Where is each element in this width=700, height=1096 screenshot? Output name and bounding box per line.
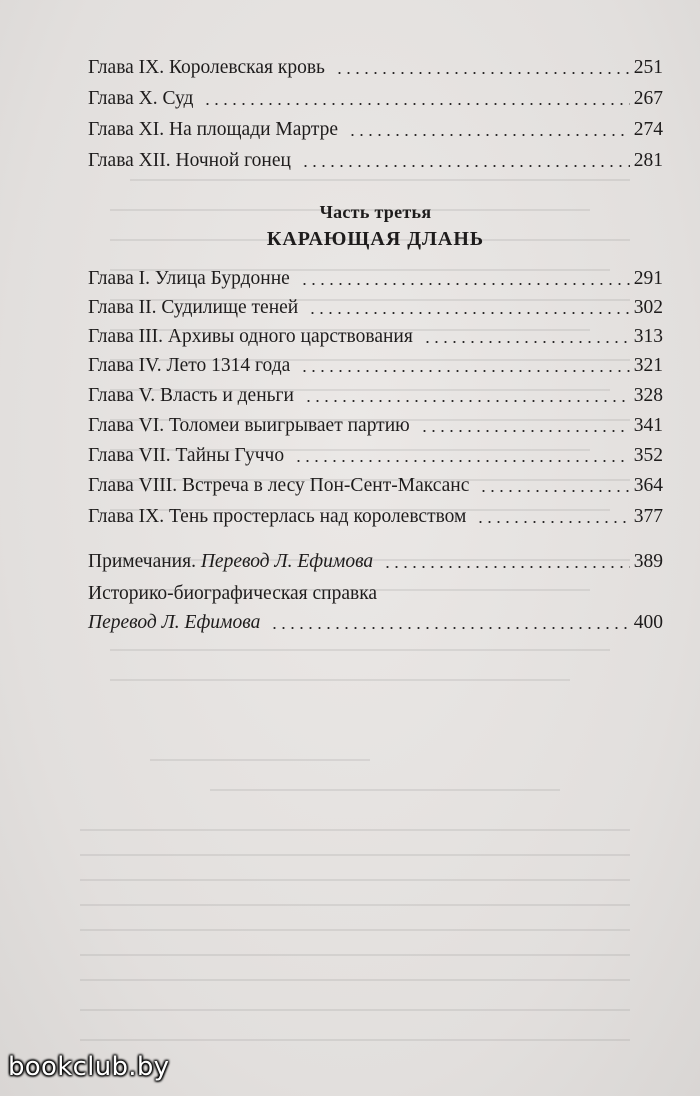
dot-leader [203, 103, 629, 105]
toc-entry-title [88, 548, 383, 576]
toc-entry [88, 472, 663, 500]
toc-entry-title: Глава VIII. Встреча в лесу Пон-Сент-Максанс [88, 475, 470, 496]
toc-entry-page: 364 [633, 475, 663, 496]
dot-leader [383, 566, 630, 568]
toc-entry-page: 274 [633, 119, 663, 140]
toc-entry-page: 291 [633, 268, 663, 289]
toc-entry-title: Глава X. Суд [88, 88, 194, 109]
dot-leader [308, 312, 630, 314]
toc-entry [88, 265, 663, 293]
toc-entry-page: 377 [633, 506, 663, 527]
toc-entry [88, 54, 663, 82]
dot-leader [301, 165, 630, 167]
toc-entry-page: 389 [633, 551, 663, 572]
toc-entry-title: Глава XII. Ночной гонец [88, 150, 291, 171]
toc-entry-page: 313 [633, 326, 663, 347]
toc-entry [88, 85, 663, 113]
toc-entry-title: Глава VI. Толомеи выигрывает партию [88, 415, 410, 436]
toc-entry [88, 442, 663, 470]
toc-entry [88, 382, 663, 410]
toc-entry-title: Глава XI. На площади Мартре [88, 119, 339, 140]
toc-entry-page: 281 [633, 150, 663, 171]
dot-leader [294, 460, 630, 462]
toc-entry [88, 116, 663, 144]
toc-entry [88, 147, 663, 175]
toc-entry-page: 302 [633, 297, 663, 318]
dot-leader [348, 134, 630, 136]
toc-entry [88, 294, 663, 322]
toc-entry-page: 321 [633, 355, 663, 376]
toc-entry-page: 341 [633, 415, 663, 436]
toc-entry-page: 328 [633, 385, 663, 406]
dot-leader [304, 400, 630, 402]
part-label: Часть третья [319, 202, 432, 222]
dot-leader [300, 283, 630, 285]
toc-entry-page: 267 [633, 88, 663, 109]
notes-label: Примечания. [88, 551, 196, 572]
toc-entry-title: Глава IX. Тень простерлась над королевством [88, 506, 467, 527]
toc-entry [88, 412, 663, 440]
historical-translator: Перевод Л. Ефимова [88, 612, 261, 633]
dot-leader [479, 490, 629, 492]
toc-entry-title: Глава V. Власть и деньги [88, 385, 294, 406]
site-watermark: bookclub.by [8, 1052, 170, 1082]
toc-entry-title: Глава IX. Королевская кровь [88, 57, 325, 78]
toc-entry-title: Глава III. Архивы одного царствования [88, 326, 413, 347]
dot-leader [270, 627, 629, 629]
part-title: КАРАЮЩАЯ ДЛАНЬ [266, 228, 485, 250]
toc-entry [88, 503, 663, 531]
toc-entry-title: Глава VII. Тайны Гуччо [88, 445, 285, 466]
dot-leader [335, 72, 630, 74]
toc-entry-page: 251 [633, 57, 663, 78]
toc-entry-page: 352 [633, 445, 663, 466]
dot-leader [423, 341, 630, 343]
notes-translator: Перевод Л. Ефимова [200, 551, 374, 572]
toc-entry-historical [88, 609, 663, 637]
toc-entry-page: 400 [633, 612, 663, 633]
toc-entry [88, 323, 663, 351]
dot-leader [420, 430, 630, 432]
toc-entry-notes [88, 548, 663, 576]
historical-label: Историко-биографическая справка [88, 583, 378, 604]
toc-entry-title: Глава I. Улица Бурдонне [88, 268, 290, 289]
toc-entry-title: Глава IV. Лето 1314 года [88, 355, 291, 376]
toc-entry [88, 352, 663, 380]
dot-leader [300, 370, 629, 372]
toc-entry-title: Глава II. Судилище теней [88, 297, 299, 318]
toc-entry-title [88, 609, 270, 637]
dot-leader [476, 521, 629, 523]
